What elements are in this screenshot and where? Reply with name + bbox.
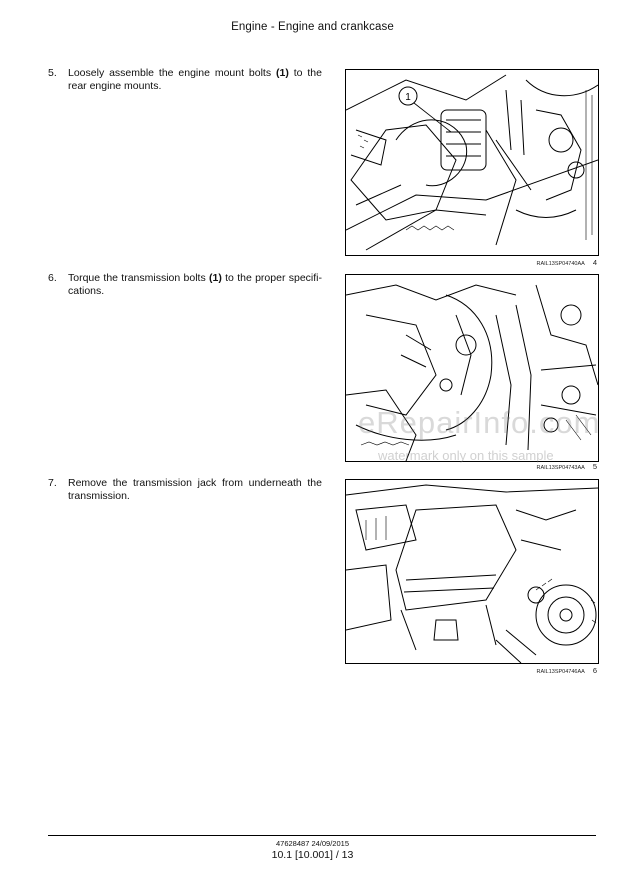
figure-4-caption xyxy=(345,258,597,267)
callout-ref: (1) xyxy=(276,67,289,79)
step-text: Remove the transmission jack from underneath the transmission. xyxy=(68,477,322,502)
engine-mount-illustration xyxy=(346,70,598,255)
figure-6-caption xyxy=(345,666,597,675)
watermark-note: watermark only on this sample xyxy=(378,448,554,463)
footer-divider xyxy=(48,835,596,836)
watermark-site: eRepairInfo.com xyxy=(358,405,601,440)
footer-page-number: 10.1 [10.001] / 13 xyxy=(271,849,354,861)
callout-ref: (1) xyxy=(209,272,222,284)
page-header-title: Engine - Engine and crankcase xyxy=(231,21,394,33)
figure-number: 6 xyxy=(592,666,597,675)
step-text: Torque the transmission bolts (1) to the proper specifi- cations. xyxy=(68,272,322,297)
figure-code: RAIL13SP04746AA xyxy=(536,669,585,675)
step-number: 5. xyxy=(48,67,57,79)
step-text: Loosely assemble the engine mount bolts (1) to the rear engine mounts. xyxy=(68,67,322,92)
step-6 xyxy=(48,272,322,298)
figure-4-engine-mount xyxy=(345,69,599,256)
transmission-jack-illustration xyxy=(346,480,598,663)
step-5 xyxy=(48,67,322,93)
callout-number: 1 xyxy=(405,92,411,103)
figure-6-transmission-jack xyxy=(345,479,599,664)
figure-number: 4 xyxy=(592,258,597,267)
figure-code: RAIL13SP04740AA xyxy=(536,261,585,267)
callout-leader xyxy=(414,103,451,132)
footer-doc-ref: 47628487 24/09/2015 xyxy=(276,839,349,848)
figure-number: 5 xyxy=(592,462,597,471)
step-number: 6. xyxy=(48,272,57,284)
figure-code: RAIL13SP04743AA xyxy=(536,465,585,471)
step-7 xyxy=(48,477,322,503)
figure-5-caption xyxy=(345,462,597,471)
step-number: 7. xyxy=(48,477,57,489)
